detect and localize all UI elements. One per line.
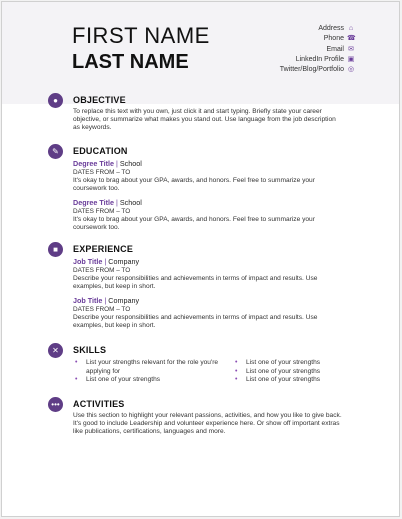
education-description: It's okay to brag about your GPA, awards, and honors. Feel free to summarize your coursework too. — [73, 177, 315, 193]
skill-item[interactable]: • List one of your strengths — [233, 376, 320, 385]
job-title: Job Title — [73, 257, 103, 266]
education-description: It's okay to brag about your GPA, awards, and honors. Feel free to summarize your coursework too. — [73, 215, 315, 232]
briefcase-icon: ■ — [48, 242, 63, 257]
experience-dates: DATES FROM – TO — [73, 267, 131, 274]
skill-item[interactable]: • List one of your strengths — [73, 376, 233, 385]
last-name[interactable]: LAST NAME — [72, 51, 189, 73]
experience-description: Describe your responsibilities and achievements in terms of impact and results. Use examples, but keep in short. — [73, 275, 318, 291]
first-name[interactable]: FIRST NAME — [72, 23, 210, 48]
experience-entry[interactable]: Job Title | Company DATES FROM – TO Describe your responsibilities and achievements in terms of impact and results. Use examples, but keep in short. — [73, 257, 343, 292]
contact-info — [280, 24, 355, 75]
linkedin-icon: ▣ — [347, 55, 355, 63]
education-entry[interactable]: Degree Title | School DATES FROM – TO It's okay to brag about your GPA, awards, and honors. Feel free to summarize your coursework too. — [73, 159, 343, 194]
home-icon: ⌂ — [348, 25, 354, 32]
job-title: Job Title — [73, 295, 103, 305]
company-name: Company — [108, 295, 140, 305]
objective-body[interactable]: To replace this text with you own, just click it and start typing. Briefly state your career objective, or summarize what makes you stand out. Use language from the job description as keywords. — [73, 108, 336, 132]
contact-address-label: Address — [318, 25, 344, 32]
education-dates: DATES FROM – TO — [73, 169, 131, 176]
more-icon: ••• — [48, 397, 63, 412]
contact-email[interactable] — [280, 45, 355, 55]
activities-title[interactable]: ACTIVITIES — [73, 399, 125, 409]
skills-title[interactable]: SKILLS — [73, 345, 107, 355]
education-title[interactable]: EDUCATION — [73, 146, 128, 156]
contact-portfolio[interactable] — [280, 65, 355, 75]
experience-title[interactable]: EXPERIENCE — [73, 244, 134, 254]
link-icon: ◎ — [347, 66, 355, 74]
email-icon: ✉ — [348, 45, 354, 53]
skill-item[interactable]: • List your strengths relevant for the role you're applying for — [73, 359, 233, 376]
skill-item[interactable]: • List one of your strengths — [233, 359, 320, 368]
experience-entry[interactable]: Job Title | Company DATES FROM – TO Describe your responsibilities and achievements in terms of impact and results. Use examples, but keep in short. — [73, 296, 343, 331]
degree-title: Degree Title — [73, 197, 115, 207]
education-entries — [73, 159, 343, 236]
skills-body — [73, 358, 343, 385]
contact-address[interactable] — [280, 24, 355, 34]
contact-phone[interactable] — [280, 34, 355, 44]
experience-dates: DATES FROM – TO — [73, 305, 131, 313]
contact-linkedin-label: LinkedIn Profile — [295, 55, 344, 63]
skills-column-2 — [233, 359, 320, 385]
phone-icon: ☎ — [347, 35, 356, 43]
activities-body[interactable]: Use this section to highlight your relevant passions, activities, and how you like to give back. It's good to include Leadership and volunteer experience here. Or show off important extras like publications, certifications, languages and more. — [73, 412, 342, 436]
resume-page — [1, 1, 400, 517]
graduation-cap-icon: ✎ — [48, 144, 63, 159]
experience-entries — [73, 257, 343, 334]
skills-column-1 — [73, 359, 233, 385]
company-name: Company — [108, 257, 140, 266]
tools-icon: ✕ — [48, 343, 63, 358]
resume-header — [2, 2, 399, 104]
skill-item[interactable]: • List one of your strengths — [233, 368, 320, 377]
education-entry[interactable]: Degree Title | School DATES FROM – TO It's okay to brag about your GPA, awards, and honors. Feel free to summarize your coursework too. — [73, 198, 343, 233]
contact-linkedin[interactable] — [280, 55, 355, 65]
contact-phone-label: Phone — [323, 35, 344, 43]
education-dates: DATES FROM – TO — [73, 207, 131, 215]
contact-email-label: Email — [326, 45, 344, 53]
objective-title[interactable]: OBJECTIVE — [73, 95, 126, 105]
school-name: School — [119, 197, 142, 207]
school-name: School — [119, 159, 142, 168]
degree-title: Degree Title — [73, 159, 115, 168]
experience-description: Describe your responsibilities and achievements in terms of impact and results. Use examples, but keep in short. — [73, 313, 318, 330]
objective-icon: ● — [48, 93, 63, 108]
contact-portfolio-label: Twitter/Blog/Portfolio — [279, 66, 344, 74]
